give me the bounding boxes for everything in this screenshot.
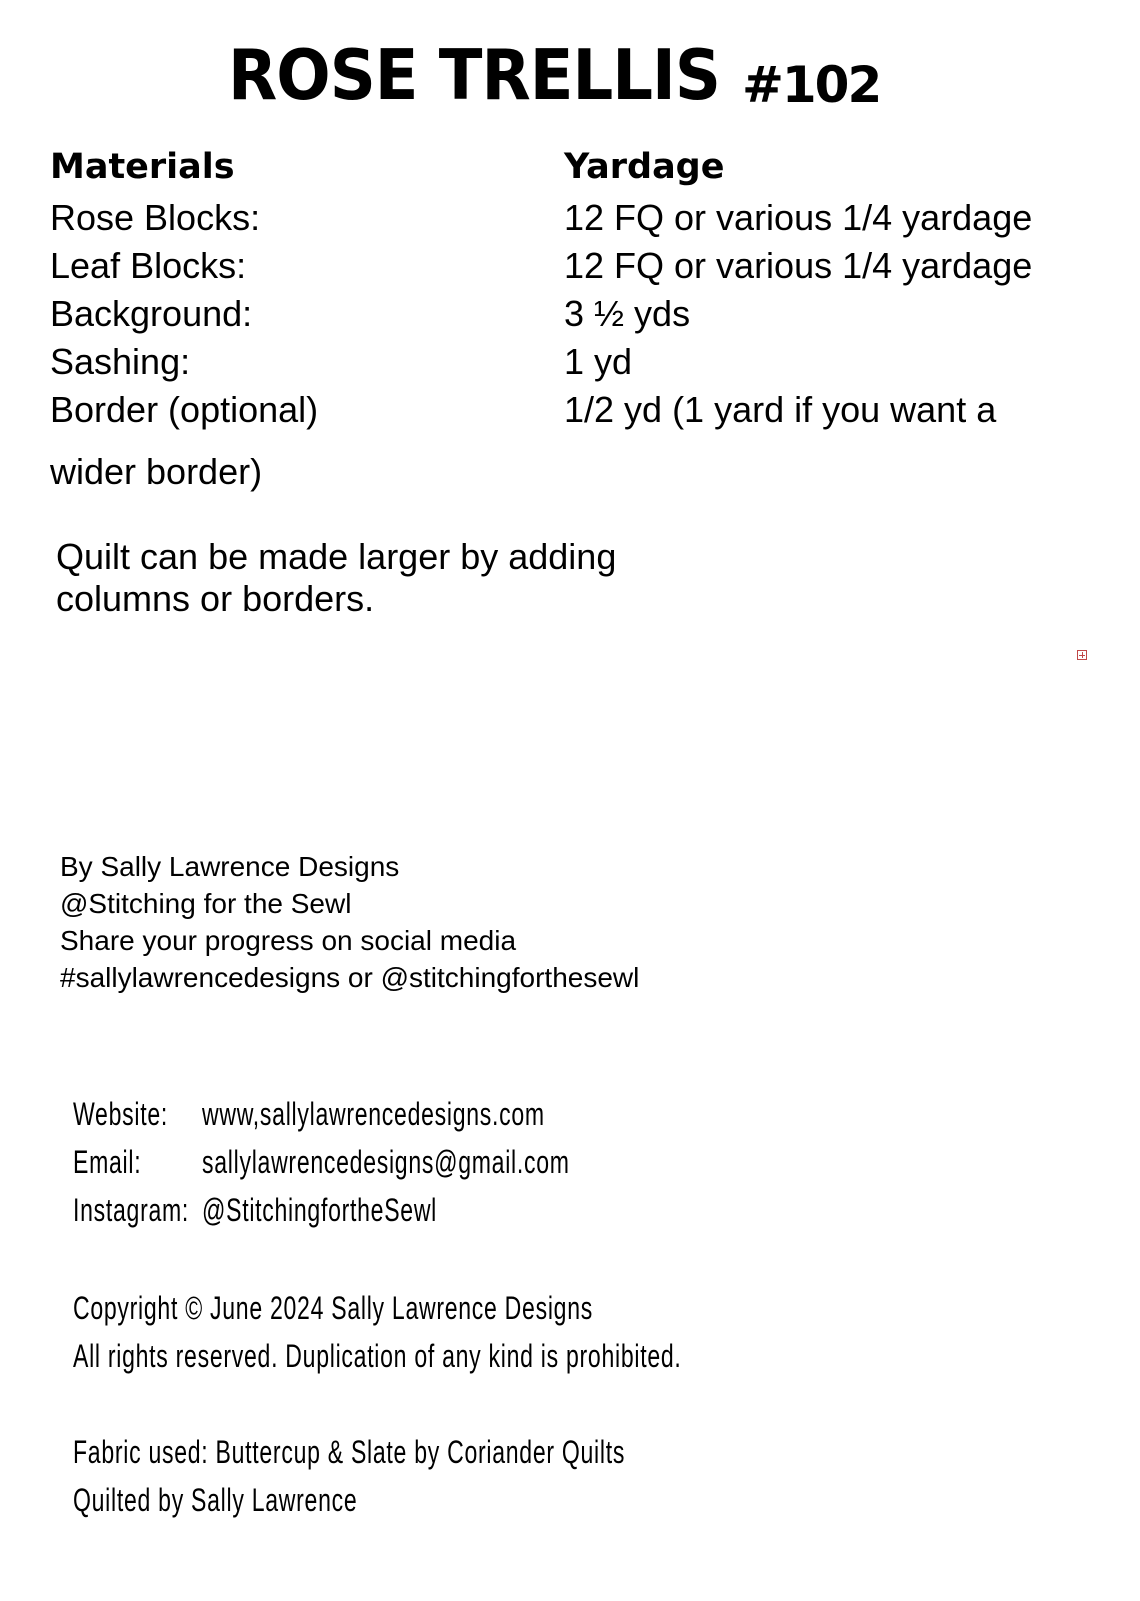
credit-line: By Sally Lawrence Designs	[60, 851, 400, 882]
email-label: Email:	[73, 1144, 142, 1180]
email-value[interactable]: sallylawrencedesigns@gmail.com	[202, 1144, 570, 1180]
plus-box-icon	[1077, 650, 1087, 660]
material-label: Leaf Blocks:	[50, 245, 247, 286]
material-label: Rose Blocks:	[50, 197, 261, 238]
material-label: Sashing:	[50, 341, 191, 382]
yardage-value: 1 yd	[564, 341, 633, 382]
copyright-line: Copyright © June 2024 Sally Lawrence Designs	[73, 1290, 593, 1326]
yardage-value: 3 ½ yds	[564, 293, 691, 334]
rights-line: All rights reserved. Duplication of any kind is prohibited.	[73, 1338, 682, 1374]
pattern-number: #102	[742, 56, 881, 114]
website-label: Website:	[73, 1096, 168, 1132]
material-label: Background:	[50, 293, 253, 334]
instagram-label: Instagram:	[73, 1192, 190, 1228]
credit-line: Share your progress on social media	[60, 925, 517, 956]
materials-header: Materials	[50, 147, 235, 187]
quilter-line: Quilted by Sally Lawrence	[73, 1482, 358, 1518]
yardage-value: 12 FQ or various 1/4 yardage	[564, 197, 1033, 238]
credit-line: @Stitching for the Sewl	[60, 888, 352, 919]
yardage-value: 12 FQ or various 1/4 yardage	[564, 245, 1033, 286]
yardage-value: 1/2 yd (1 yard if you want a	[564, 389, 997, 430]
size-note-line2: columns or borders.	[56, 578, 375, 619]
page-title: ROSE TRELLIS	[228, 36, 720, 117]
material-label: Border (optional)	[50, 389, 319, 430]
size-note-line1: Quilt can be made larger by adding	[56, 536, 617, 577]
instagram-value[interactable]: @StitchingfortheSewl	[202, 1192, 438, 1228]
yardage-continuation: wider border)	[50, 451, 263, 492]
fabric-line: Fabric used: Buttercup & Slate by Coriander Quilts	[73, 1434, 626, 1470]
credit-line: #sallylawrencedesigns or @stitchingforthesewl	[60, 962, 640, 993]
yardage-header: Yardage	[564, 147, 725, 187]
website-value[interactable]: www,sallylawrencedesigns.com	[202, 1096, 545, 1132]
